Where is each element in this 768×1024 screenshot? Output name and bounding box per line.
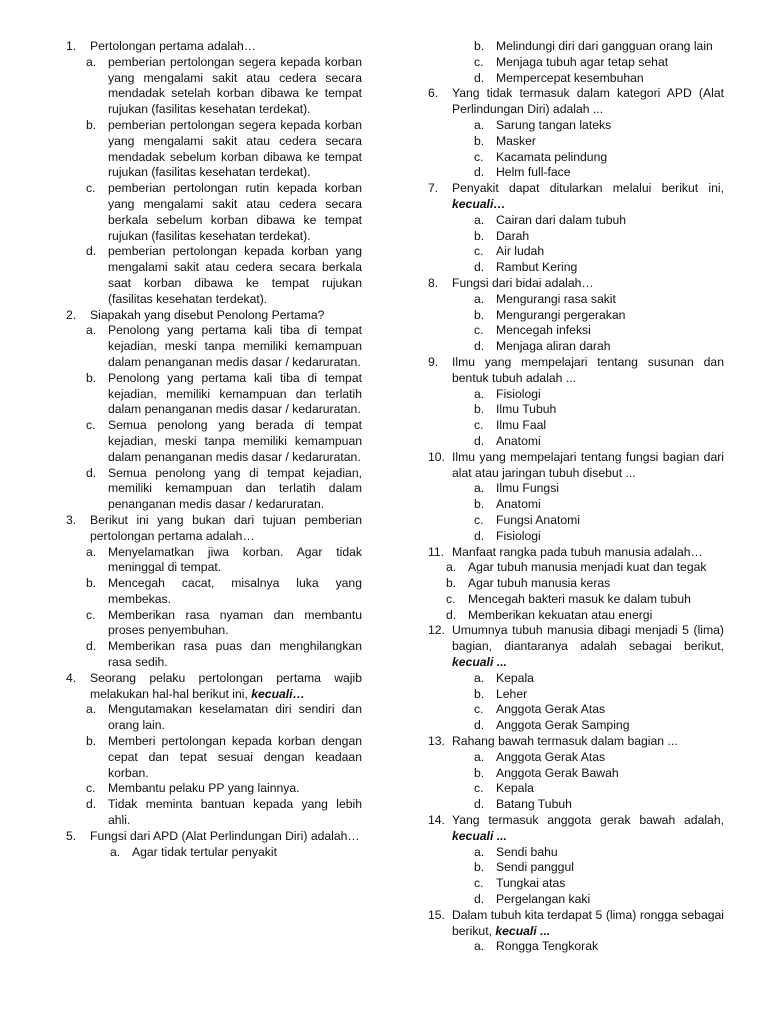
answer-option bbox=[428, 229, 724, 245]
option-letter: c. bbox=[474, 702, 484, 717]
option-text: Kepala bbox=[496, 781, 534, 796]
option-letter: a. bbox=[86, 323, 97, 338]
answer-options bbox=[428, 481, 724, 544]
question-stem: Ilmu yang mempelajari tentang susunan dan bentuk tubuh adalah ... bbox=[452, 354, 724, 385]
question-stem: Penyakit dapat ditularkan melalui berikut ini, bbox=[452, 181, 724, 196]
answer-options bbox=[66, 845, 362, 861]
question-stem: Fungsi dari APD (Alat Perlindungan Diri) adalah… bbox=[90, 828, 360, 843]
question-number: 14. bbox=[428, 813, 445, 828]
option-letter: b. bbox=[474, 307, 485, 322]
option-text: Semua penolong yang di tempat kejadian, memiliki kemampuan dan terlatih dalam penanganan medis dasar / kedaruratan. bbox=[108, 465, 362, 512]
option-letter: c. bbox=[474, 418, 484, 433]
option-letter: b. bbox=[474, 228, 485, 243]
option-text: Sendi bahu bbox=[496, 844, 558, 859]
answer-option bbox=[66, 371, 362, 418]
answer-option bbox=[428, 150, 724, 166]
option-text: pemberian pertolongan segera kepada korban yang mengalami sakit atau cedera secara mendadak sebelum korban dibawa ke tempat rujukan (fasilitas kesehatan terdekat). bbox=[108, 117, 362, 180]
emphasis-kecuali: kecuali ... bbox=[495, 923, 551, 938]
option-letter: a. bbox=[474, 117, 485, 132]
option-text: Agar tubuh manusia keras bbox=[468, 576, 611, 591]
option-text: pemberian pertolongan segera kepada korban yang mengalami sakit atau cedera secara mendadak setelah korban dibawa ke tempat rujukan (fasilitas kesehatan terdekat). bbox=[108, 54, 362, 117]
answer-option bbox=[66, 576, 362, 608]
option-letter: b. bbox=[86, 370, 97, 385]
answer-option bbox=[428, 260, 724, 276]
question-number: 2. bbox=[66, 307, 77, 322]
question-text bbox=[452, 545, 724, 561]
option-text: Helm full-face bbox=[496, 165, 571, 180]
option-letter: b. bbox=[474, 860, 485, 875]
option-text: Anggota Gerak Samping bbox=[496, 718, 630, 733]
answer-options bbox=[428, 939, 724, 955]
option-text: Ilmu Fungsi bbox=[496, 481, 559, 496]
answer-option bbox=[428, 608, 724, 624]
option-text: Leher bbox=[496, 686, 528, 701]
option-text: Masker bbox=[496, 133, 536, 148]
option-letter: b. bbox=[474, 133, 485, 148]
question-text bbox=[90, 829, 362, 845]
option-letter: b. bbox=[474, 402, 485, 417]
option-letter: a. bbox=[86, 544, 97, 559]
question-number: 11. bbox=[428, 544, 445, 559]
option-text: Menjaga tubuh agar tetap sehat bbox=[496, 54, 669, 69]
option-letter: c. bbox=[86, 781, 96, 796]
option-letter: c. bbox=[474, 323, 484, 338]
answer-options bbox=[428, 387, 724, 450]
answer-option bbox=[66, 797, 362, 829]
question bbox=[428, 86, 724, 118]
question-stem: Umumnya tubuh manusia dibagi menjadi 5 (lima) bagian, diantaranya adalah sebagai berikut, bbox=[452, 623, 724, 654]
answer-option bbox=[428, 702, 724, 718]
answer-option bbox=[66, 181, 362, 244]
option-letter: c. bbox=[446, 591, 456, 606]
right-column bbox=[428, 39, 724, 955]
emphasis-kecuali: kecuali ... bbox=[452, 828, 507, 843]
answer-options bbox=[66, 702, 362, 828]
answer-option bbox=[428, 244, 724, 260]
answer-option bbox=[428, 292, 724, 308]
answer-option bbox=[66, 118, 362, 181]
answer-options bbox=[428, 750, 724, 813]
option-letter: a. bbox=[110, 844, 121, 859]
question-stem: Ilmu yang mempelajari tentang fungsi bagian dari alat atau jaringan tubuh disebut ... bbox=[452, 449, 724, 480]
answer-option bbox=[428, 55, 724, 71]
option-text: Ilmu Faal bbox=[496, 418, 547, 433]
option-letter: a. bbox=[474, 939, 485, 954]
question-text bbox=[452, 276, 724, 292]
answer-option bbox=[428, 71, 724, 87]
option-text: Fungsi Anatomi bbox=[496, 512, 581, 527]
answer-option bbox=[428, 876, 724, 892]
question bbox=[66, 308, 362, 324]
option-text: Memberikan rasa puas dan menghilangkan rasa sedih. bbox=[108, 639, 362, 670]
answer-option bbox=[428, 529, 724, 545]
answer-option bbox=[428, 387, 724, 403]
option-letter: c. bbox=[474, 876, 484, 891]
option-letter: b. bbox=[86, 734, 97, 749]
question-text bbox=[452, 813, 724, 845]
option-letter: a. bbox=[86, 54, 97, 69]
option-letter: d. bbox=[86, 465, 97, 480]
option-letter: a. bbox=[474, 386, 485, 401]
option-text: Memberikan rasa nyaman dan membantu proses penyembuhan. bbox=[108, 607, 362, 638]
option-letter: d. bbox=[474, 70, 485, 85]
question-text bbox=[452, 623, 724, 670]
option-letter: a. bbox=[446, 560, 457, 575]
question-text bbox=[452, 181, 724, 213]
option-letter: d. bbox=[474, 260, 485, 275]
question-text bbox=[452, 908, 724, 940]
question-stem: Yang termasuk anggota gerak bawah adalah, bbox=[452, 813, 724, 828]
question-number: 10. bbox=[428, 449, 445, 464]
answer-option bbox=[428, 134, 724, 150]
answer-option bbox=[428, 513, 724, 529]
question-number: 4. bbox=[66, 670, 77, 685]
option-letter: c. bbox=[86, 418, 96, 433]
option-letter: b. bbox=[474, 39, 485, 53]
option-text: Penolong yang pertama kali tiba di tempat kejadian, memiliki kemampuan dan terlatih dalam penanganan medis dasar / kedaruratan. bbox=[108, 370, 362, 417]
answer-option bbox=[66, 781, 362, 797]
question-stem: Pertolongan pertama adalah… bbox=[90, 39, 256, 53]
option-letter: d. bbox=[86, 639, 97, 654]
question-text bbox=[90, 308, 362, 324]
option-letter: a. bbox=[474, 844, 485, 859]
question-number: 6. bbox=[428, 86, 439, 101]
answer-option bbox=[428, 576, 724, 592]
option-letter: a. bbox=[474, 212, 485, 227]
answer-option bbox=[66, 55, 362, 118]
answer-option bbox=[428, 750, 724, 766]
option-letter: b. bbox=[446, 576, 457, 591]
option-letter: d. bbox=[86, 797, 97, 812]
emphasis-kecuali: kecuali ... bbox=[452, 655, 507, 670]
answer-option bbox=[428, 339, 724, 355]
answer-option bbox=[428, 497, 724, 513]
answer-option bbox=[428, 845, 724, 861]
option-text: Kacamata pelindung bbox=[496, 149, 608, 164]
answer-option bbox=[66, 639, 362, 671]
answer-option bbox=[428, 418, 724, 434]
option-text: Rambut Kering bbox=[496, 260, 578, 275]
option-text: Ilmu Tubuh bbox=[496, 402, 557, 417]
option-text: Fisiologi bbox=[496, 386, 541, 401]
option-letter: b. bbox=[474, 765, 485, 780]
option-text: Fisiologi bbox=[496, 528, 541, 543]
answer-option bbox=[428, 165, 724, 181]
answer-option bbox=[428, 671, 724, 687]
answer-option bbox=[66, 734, 362, 781]
option-letter: a. bbox=[474, 670, 485, 685]
option-letter: c. bbox=[474, 54, 484, 69]
question-stem: Dalam tubuh kita terdapat 5 (lima) rongga sebagai berikut, bbox=[452, 907, 724, 938]
option-text: Mencegah infeksi bbox=[496, 323, 591, 338]
option-text: Anggota Gerak Bawah bbox=[496, 765, 619, 780]
option-text: Membantu pelaku PP yang lainnya. bbox=[108, 781, 300, 796]
answer-option bbox=[428, 892, 724, 908]
option-text: Rongga Tengkorak bbox=[496, 939, 599, 954]
option-letter: b. bbox=[474, 497, 485, 512]
option-letter: c. bbox=[86, 181, 96, 196]
emphasis-kecuali: kecuali… bbox=[251, 686, 305, 701]
question-number: 13. bbox=[428, 734, 445, 749]
answer-option bbox=[428, 939, 724, 955]
answer-option bbox=[428, 308, 724, 324]
option-text: Mencegah cacat, misalnya luka yang membekas. bbox=[108, 576, 362, 606]
answer-option bbox=[428, 323, 724, 339]
question bbox=[428, 813, 724, 845]
option-letter: d. bbox=[446, 607, 457, 622]
answer-option bbox=[428, 481, 724, 497]
answer-options-continued bbox=[428, 39, 724, 86]
option-letter: b. bbox=[86, 576, 97, 591]
option-text: Mengurangi rasa sakit bbox=[496, 291, 616, 306]
answer-option bbox=[66, 702, 362, 734]
option-letter: c. bbox=[474, 512, 484, 527]
question-stem: Rahang bawah termasuk dalam bagian ... bbox=[452, 734, 678, 749]
answer-options bbox=[428, 560, 724, 623]
question-number: 1. bbox=[66, 39, 77, 53]
question-stem: Fungsi dari bidai adalah… bbox=[452, 275, 594, 290]
question bbox=[428, 545, 724, 561]
answer-option bbox=[428, 687, 724, 703]
answer-option bbox=[66, 323, 362, 370]
option-text: Memberi pertolongan kepada korban dengan cepat dan tepat sesuai dengan keadaan korban. bbox=[108, 734, 362, 780]
option-text: Semua penolong yang berada di tempat kejadian, meski tanpa memiliki kemampuan dalam penanganan medis dasar / kedaruratan. bbox=[108, 418, 362, 464]
option-text: Kepala bbox=[496, 670, 534, 685]
option-text: Tungkai atas bbox=[496, 876, 566, 891]
option-text: Menjaga aliran darah bbox=[496, 339, 611, 354]
question-stem: Yang tidak termasuk dalam kategori APD (Alat Perlindungan Diri) adalah ... bbox=[452, 86, 724, 117]
option-letter: d. bbox=[474, 528, 485, 543]
answer-option bbox=[428, 118, 724, 134]
answer-option bbox=[428, 860, 724, 876]
option-text: Anggota Gerak Atas bbox=[496, 702, 606, 717]
answer-option bbox=[428, 766, 724, 782]
option-text: Anatomi bbox=[496, 497, 541, 512]
option-letter: d. bbox=[86, 244, 97, 259]
option-letter: d. bbox=[474, 433, 485, 448]
option-text: Mengutamakan keselamatan diri sendiri dan orang lain. bbox=[108, 702, 362, 733]
answer-option bbox=[428, 213, 724, 229]
question bbox=[66, 829, 362, 845]
answer-options bbox=[428, 292, 724, 355]
option-text: Mencegah bakteri masuk ke dalam tubuh bbox=[468, 591, 691, 606]
answer-options bbox=[66, 323, 362, 513]
option-text: Melindungi diri dari gangguan orang lain bbox=[496, 39, 713, 53]
question-text bbox=[452, 86, 724, 118]
option-letter: a. bbox=[86, 702, 97, 717]
option-text: Agar tidak tertular penyakit bbox=[132, 844, 277, 859]
option-letter: c. bbox=[474, 781, 484, 796]
option-text: Pergelangan kaki bbox=[496, 892, 591, 907]
answer-option bbox=[428, 434, 724, 450]
option-letter: c. bbox=[86, 607, 96, 622]
answer-option bbox=[428, 592, 724, 608]
answer-option bbox=[66, 608, 362, 640]
option-text: Sendi panggul bbox=[496, 860, 574, 875]
question-stem: Siapakah yang disebut Penolong Pertama? bbox=[90, 307, 325, 322]
left-column bbox=[66, 39, 362, 860]
question-stem: Manfaat rangka pada tubuh manusia adalah… bbox=[452, 544, 703, 559]
option-letter: d. bbox=[474, 165, 485, 180]
question-text bbox=[452, 450, 724, 482]
answer-option bbox=[66, 545, 362, 577]
option-text: pemberian pertolongan rutin kepada korban yang mengalami sakit atau cedera secara berkala sebelum korban dibawa ke tempat rujukan (fasilitas kesehatan terdekat). bbox=[108, 181, 362, 243]
question-text bbox=[90, 513, 362, 545]
question bbox=[66, 513, 362, 545]
answer-option bbox=[428, 560, 724, 576]
answer-options bbox=[428, 213, 724, 276]
question-text bbox=[452, 734, 724, 750]
question bbox=[428, 450, 724, 482]
answer-options bbox=[428, 118, 724, 181]
option-letter: b. bbox=[86, 117, 97, 132]
option-text: Anggota Gerak Atas bbox=[496, 749, 606, 764]
answer-options bbox=[66, 545, 362, 671]
option-letter: c. bbox=[474, 149, 484, 164]
question-number: 15. bbox=[428, 907, 445, 922]
answer-options bbox=[66, 55, 362, 308]
question bbox=[66, 671, 362, 703]
option-letter: a. bbox=[474, 481, 485, 496]
question bbox=[66, 39, 362, 55]
emphasis-kecuali: kecuali… bbox=[452, 196, 506, 211]
answer-option bbox=[66, 418, 362, 465]
answer-option bbox=[428, 781, 724, 797]
question bbox=[428, 734, 724, 750]
option-letter: d. bbox=[474, 797, 485, 812]
question bbox=[428, 623, 724, 670]
option-text: Penolong yang pertama kali tiba di tempat kejadian, meski tanpa memiliki kemampuan dalam penanganan medis dasar / kedaruratan. bbox=[108, 323, 362, 369]
question-text bbox=[90, 671, 362, 703]
option-text: Anatomi bbox=[496, 433, 541, 448]
question-number: 3. bbox=[66, 512, 77, 527]
option-text: Agar tubuh manusia menjadi kuat dan tegak bbox=[468, 560, 707, 575]
question bbox=[428, 355, 724, 387]
question-number: 5. bbox=[66, 828, 77, 843]
option-text: Sarung tangan lateks bbox=[496, 117, 612, 132]
option-letter: d. bbox=[474, 339, 485, 354]
option-text: Cairan dari dalam tubuh bbox=[496, 212, 627, 227]
answer-options bbox=[428, 671, 724, 734]
option-letter: b. bbox=[474, 686, 485, 701]
answer-option bbox=[66, 244, 362, 307]
option-letter: d. bbox=[474, 718, 485, 733]
question-text bbox=[452, 355, 724, 387]
question bbox=[428, 276, 724, 292]
answer-option bbox=[66, 845, 362, 861]
question-number: 8. bbox=[428, 275, 439, 290]
option-text: Menyelamatkan jiwa korban. Agar tidak meninggal di tempat. bbox=[108, 544, 362, 575]
question bbox=[428, 181, 724, 213]
option-letter: a. bbox=[474, 749, 485, 764]
question-number: 7. bbox=[428, 181, 439, 196]
option-text: Darah bbox=[496, 228, 530, 243]
question-text bbox=[90, 39, 362, 55]
answer-option bbox=[428, 797, 724, 813]
question-stem: Seorang pelaku pertolongan pertama wajib melakukan hal-hal berikut ini, bbox=[90, 670, 362, 701]
option-text: Memberikan kekuatan atau energi bbox=[468, 607, 653, 622]
answer-option bbox=[428, 718, 724, 734]
option-letter: c. bbox=[474, 244, 484, 259]
option-letter: a. bbox=[474, 291, 485, 306]
option-text: pemberian pertolongan kepada korban yang mengalami sakit atau cedera secara berkala saat korban dibawa ke tempat rujukan (fasilitas kesehatan terdekat). bbox=[108, 244, 362, 306]
option-text: Tidak meminta bantuan kepada yang lebih ahli. bbox=[108, 797, 362, 828]
question-number: 9. bbox=[428, 354, 439, 369]
option-text: Mempercepat kesembuhan bbox=[496, 70, 644, 85]
option-text: Batang Tubuh bbox=[496, 797, 572, 812]
question-number: 12. bbox=[428, 623, 445, 638]
question-stem: Berikut ini yang bukan dari tujuan pemberian pertolongan pertama adalah… bbox=[90, 512, 362, 543]
option-text: Air ludah bbox=[496, 244, 545, 259]
answer-option bbox=[428, 39, 724, 55]
question bbox=[428, 908, 724, 940]
answer-options bbox=[428, 845, 724, 908]
answer-option bbox=[428, 402, 724, 418]
option-letter: d. bbox=[474, 892, 485, 907]
option-text: Mengurangi pergerakan bbox=[496, 307, 626, 322]
answer-option bbox=[66, 466, 362, 513]
